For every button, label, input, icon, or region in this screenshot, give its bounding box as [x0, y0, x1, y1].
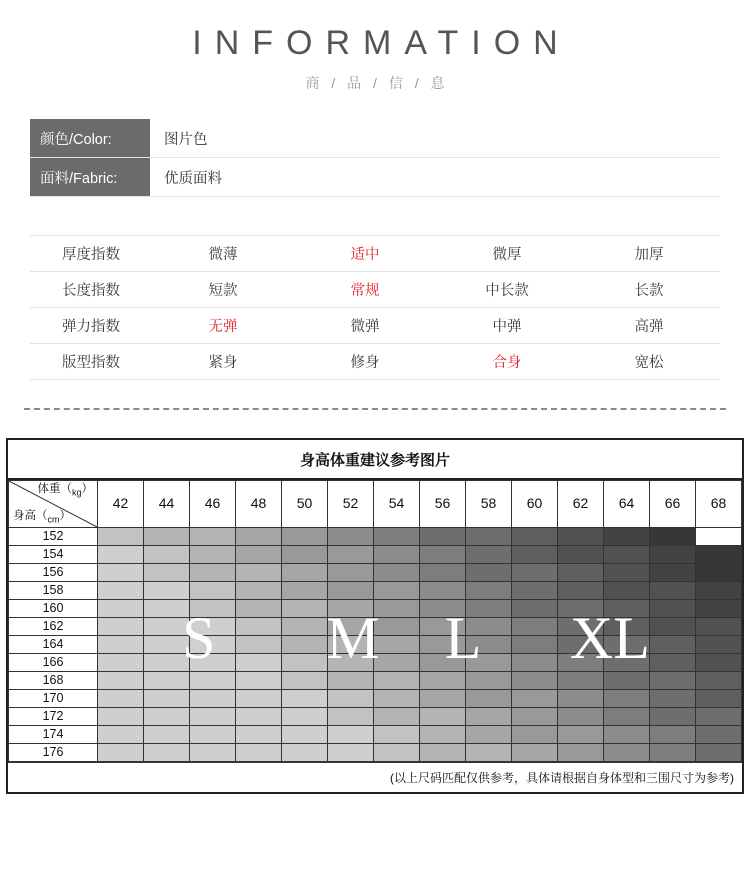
- size-cell: [144, 708, 190, 726]
- size-letter-s: S: [182, 604, 216, 671]
- size-cell: [604, 654, 650, 672]
- index-row-name: 版型指数: [30, 344, 152, 380]
- size-cell: [650, 528, 696, 546]
- index-option: 长款: [578, 272, 720, 308]
- size-chart-note: (以上尺码匹配仅供参考，具体请根据自身体型和三围尺寸为参考): [8, 762, 742, 792]
- size-cell: [512, 690, 558, 708]
- weight-header-cell: 58: [466, 481, 512, 528]
- size-cell: [420, 582, 466, 600]
- index-option: 微弹: [294, 308, 436, 344]
- weight-header-cell: 42: [98, 481, 144, 528]
- table-row: [9, 744, 742, 762]
- size-cell: [696, 708, 742, 726]
- index-option: 合身: [436, 344, 578, 380]
- size-cell: [420, 546, 466, 564]
- size-cell: [98, 654, 144, 672]
- size-cell: [328, 654, 374, 672]
- index-option: 微薄: [152, 236, 294, 272]
- size-cell: [696, 582, 742, 600]
- size-cell: [328, 672, 374, 690]
- size-cell: [466, 546, 512, 564]
- size-letter-m: M: [326, 604, 380, 671]
- index-option: 紧身: [152, 344, 294, 380]
- size-cell: [512, 744, 558, 762]
- spec-label-color: 颜色/Color:: [30, 119, 150, 157]
- size-cell: [650, 636, 696, 654]
- size-cell: [604, 528, 650, 546]
- size-cell: [328, 546, 374, 564]
- size-cell: [512, 528, 558, 546]
- table-row: [9, 708, 742, 726]
- table-row: [30, 236, 720, 272]
- table-row: [9, 672, 742, 690]
- table-row: [9, 636, 742, 654]
- size-cell: [98, 744, 144, 762]
- size-cell: [512, 582, 558, 600]
- size-cell: [328, 528, 374, 546]
- size-cell: [512, 708, 558, 726]
- height-label-cell: 172: [9, 708, 98, 726]
- size-cell: [144, 690, 190, 708]
- size-cell: [696, 744, 742, 762]
- size-cell: [98, 618, 144, 636]
- size-cell: [236, 654, 282, 672]
- size-cell: [144, 726, 190, 744]
- size-cell: [558, 600, 604, 618]
- size-cell: [190, 654, 236, 672]
- size-cell: [696, 636, 742, 654]
- size-cell: [420, 690, 466, 708]
- size-cell: [512, 726, 558, 744]
- table-row: [30, 272, 720, 308]
- size-cell: [282, 582, 328, 600]
- table-row: [9, 690, 742, 708]
- size-cell: [328, 708, 374, 726]
- size-cell: [512, 672, 558, 690]
- weight-header-cell: 60: [512, 481, 558, 528]
- size-cell: [190, 708, 236, 726]
- weight-header-cell: 52: [328, 481, 374, 528]
- size-cell: [696, 690, 742, 708]
- size-cell: [190, 636, 236, 654]
- size-cell: [604, 636, 650, 654]
- size-cell: [466, 744, 512, 762]
- size-cell: [604, 672, 650, 690]
- index-option: 短款: [152, 272, 294, 308]
- size-cell: [236, 546, 282, 564]
- size-cell: [236, 600, 282, 618]
- size-cell: [190, 744, 236, 762]
- table-row: [9, 582, 742, 600]
- size-cell: [282, 636, 328, 654]
- size-cell: [604, 600, 650, 618]
- size-cell: [466, 564, 512, 582]
- index-option: 中长款: [436, 272, 578, 308]
- size-cell: [282, 672, 328, 690]
- size-cell: [558, 546, 604, 564]
- size-cell: [236, 690, 282, 708]
- index-option: 无弹: [152, 308, 294, 344]
- index-option: 修身: [294, 344, 436, 380]
- size-cell: [466, 690, 512, 708]
- size-cell: [604, 708, 650, 726]
- size-cell: [650, 744, 696, 762]
- size-grid-corner: [9, 481, 98, 528]
- size-cell: [144, 582, 190, 600]
- size-cell: [190, 600, 236, 618]
- size-grid-wrapper: [8, 480, 742, 762]
- size-cell: [558, 672, 604, 690]
- index-option: 加厚: [578, 236, 720, 272]
- index-table: [30, 235, 720, 380]
- size-cell: [190, 582, 236, 600]
- weight-header-cell: 56: [420, 481, 466, 528]
- size-cell: [374, 528, 420, 546]
- index-row-name: 长度指数: [30, 272, 152, 308]
- spec-value-fabric: 优质面料: [164, 170, 222, 187]
- weight-header-cell: 66: [650, 481, 696, 528]
- size-cell: [420, 726, 466, 744]
- size-cell: [512, 636, 558, 654]
- size-cell: [98, 528, 144, 546]
- size-cell: [328, 618, 374, 636]
- size-cell: [374, 654, 420, 672]
- size-cell: [466, 708, 512, 726]
- size-cell: [420, 708, 466, 726]
- size-cell: [466, 600, 512, 618]
- size-cell: [98, 726, 144, 744]
- table-row: [30, 308, 720, 344]
- size-cell: [420, 636, 466, 654]
- size-cell: [374, 636, 420, 654]
- size-cell: [512, 600, 558, 618]
- size-cell: [650, 726, 696, 744]
- index-option: 常规: [294, 272, 436, 308]
- size-cell: [604, 690, 650, 708]
- size-cell: [604, 726, 650, 744]
- weight-header-cell: 54: [374, 481, 420, 528]
- size-cell: [236, 726, 282, 744]
- size-cell: [696, 600, 742, 618]
- size-cell: [650, 582, 696, 600]
- size-grid: [8, 480, 742, 762]
- table-row: [9, 546, 742, 564]
- size-letter-xl: XL: [569, 604, 650, 671]
- size-cell: [650, 618, 696, 636]
- corner-weight-label: 体重$(_{kg})$: [37, 483, 93, 498]
- size-cell: [558, 564, 604, 582]
- size-cell: [236, 582, 282, 600]
- size-cell: [144, 528, 190, 546]
- size-cell: [374, 726, 420, 744]
- size-cell: [282, 564, 328, 582]
- index-row-name: 厚度指数: [30, 236, 152, 272]
- size-cell: [374, 600, 420, 618]
- size-cell: [696, 528, 742, 546]
- height-label-cell: 170: [9, 690, 98, 708]
- size-cell: [328, 690, 374, 708]
- spec-row-color: [30, 119, 720, 158]
- table-row: [9, 618, 742, 636]
- size-cell: [144, 672, 190, 690]
- size-cell: [190, 618, 236, 636]
- size-cell: [558, 726, 604, 744]
- information-header: [0, 0, 750, 93]
- size-cell: [420, 528, 466, 546]
- size-cell: [650, 708, 696, 726]
- size-cell: [420, 672, 466, 690]
- size-cell: [604, 564, 650, 582]
- size-cell: [696, 672, 742, 690]
- size-cell: [374, 618, 420, 636]
- height-label-cell: 168: [9, 672, 98, 690]
- size-cell: [696, 654, 742, 672]
- table-row: [9, 654, 742, 672]
- weight-header-cell: 68: [696, 481, 742, 528]
- size-cell: [558, 744, 604, 762]
- size-cell: [558, 618, 604, 636]
- height-label-cell: 156: [9, 564, 98, 582]
- size-cell: [650, 672, 696, 690]
- weight-header-cell: 62: [558, 481, 604, 528]
- size-cell: [604, 618, 650, 636]
- size-cell: [604, 744, 650, 762]
- size-cell: [190, 672, 236, 690]
- size-cell: [650, 600, 696, 618]
- size-grid-header-row: [9, 481, 742, 528]
- size-cell: [144, 636, 190, 654]
- size-cell: [98, 546, 144, 564]
- size-cell: [98, 564, 144, 582]
- size-cell: [328, 744, 374, 762]
- size-chart-title: 身高体重建议参考图片: [8, 440, 742, 480]
- index-option: 中弹: [436, 308, 578, 344]
- size-cell: [512, 564, 558, 582]
- height-label-cell: 162: [9, 618, 98, 636]
- size-cell: [558, 690, 604, 708]
- height-label-cell: 164: [9, 636, 98, 654]
- size-cell: [282, 600, 328, 618]
- spec-label-fabric: 面料/Fabric:: [30, 158, 150, 196]
- table-row: [9, 564, 742, 582]
- size-cell: [420, 564, 466, 582]
- size-cell: [466, 528, 512, 546]
- size-cell: [420, 654, 466, 672]
- weight-header-cell: 46: [190, 481, 236, 528]
- size-cell: [98, 708, 144, 726]
- size-cell: [466, 618, 512, 636]
- size-cell: [558, 528, 604, 546]
- size-cell: [466, 654, 512, 672]
- size-cell: [236, 618, 282, 636]
- table-row: [30, 344, 720, 380]
- weight-header-cell: 50: [282, 481, 328, 528]
- size-cell: [558, 582, 604, 600]
- size-cell: [144, 654, 190, 672]
- size-cell: [650, 564, 696, 582]
- size-cell: [374, 564, 420, 582]
- size-cell: [558, 636, 604, 654]
- size-cell: [420, 744, 466, 762]
- size-cell: [466, 672, 512, 690]
- table-row: [9, 600, 742, 618]
- height-label-cell: 158: [9, 582, 98, 600]
- size-cell: [98, 582, 144, 600]
- size-cell: [236, 744, 282, 762]
- size-cell: [282, 528, 328, 546]
- page-subtitle: 商 / 品 / 信 / 息: [305, 75, 449, 91]
- size-cell: [282, 744, 328, 762]
- index-row-name: 弹力指数: [30, 308, 152, 344]
- size-cell: [236, 636, 282, 654]
- size-cell: [650, 690, 696, 708]
- height-label-cell: 154: [9, 546, 98, 564]
- size-cell: [282, 546, 328, 564]
- size-cell: [98, 672, 144, 690]
- size-cell: [604, 546, 650, 564]
- size-cell: [374, 672, 420, 690]
- size-cell: [696, 564, 742, 582]
- size-cell: [604, 582, 650, 600]
- size-cell: [282, 726, 328, 744]
- size-cell: [466, 636, 512, 654]
- size-cell: [98, 690, 144, 708]
- size-cell: [144, 546, 190, 564]
- size-cell: [282, 654, 328, 672]
- size-cell: [190, 546, 236, 564]
- corner-height-label: 身高$(_{cm})$: [13, 509, 71, 525]
- page-title: INFORMATION: [192, 24, 571, 62]
- size-cell: [236, 528, 282, 546]
- size-cell: [374, 690, 420, 708]
- size-cell: [98, 600, 144, 618]
- index-option: 宽松: [578, 344, 720, 380]
- size-cell: [374, 744, 420, 762]
- size-cell: [144, 564, 190, 582]
- height-label-cell: 176: [9, 744, 98, 762]
- size-cell: [144, 744, 190, 762]
- size-cell: [558, 654, 604, 672]
- size-cell: [650, 654, 696, 672]
- size-cell: [512, 654, 558, 672]
- index-option: 微厚: [436, 236, 578, 272]
- size-cell: [374, 708, 420, 726]
- size-cell: [512, 546, 558, 564]
- size-cell: [420, 600, 466, 618]
- size-cell: [328, 564, 374, 582]
- size-cell: [144, 600, 190, 618]
- size-cell: [98, 636, 144, 654]
- table-row: [9, 528, 742, 546]
- index-option: 高弹: [578, 308, 720, 344]
- size-cell: [282, 690, 328, 708]
- size-cell: [328, 582, 374, 600]
- weight-header-cell: 44: [144, 481, 190, 528]
- size-cell: [374, 582, 420, 600]
- size-cell: [236, 708, 282, 726]
- size-cell: [190, 564, 236, 582]
- size-cell: [420, 618, 466, 636]
- size-cell: [282, 618, 328, 636]
- size-cell: [190, 726, 236, 744]
- size-cell: [236, 564, 282, 582]
- height-label-cell: 166: [9, 654, 98, 672]
- size-cell: [374, 546, 420, 564]
- size-cell: [144, 618, 190, 636]
- size-cell: [328, 600, 374, 618]
- weight-header-cell: 48: [236, 481, 282, 528]
- size-cell: [282, 708, 328, 726]
- size-cell: [328, 636, 374, 654]
- table-row: [9, 726, 742, 744]
- size-cell: [466, 582, 512, 600]
- spec-value-color: 图片色: [164, 131, 208, 148]
- size-chart: [6, 438, 744, 794]
- size-cell: [512, 618, 558, 636]
- spec-list: [30, 119, 720, 197]
- size-letter-l: L: [444, 604, 482, 671]
- size-cell: [466, 726, 512, 744]
- size-cell: [696, 726, 742, 744]
- size-cell: [236, 672, 282, 690]
- dashed-divider: [24, 408, 726, 410]
- size-cell: [190, 690, 236, 708]
- size-cell: [696, 546, 742, 564]
- height-label-cell: 174: [9, 726, 98, 744]
- height-label-cell: 152: [9, 528, 98, 546]
- size-cell: [328, 726, 374, 744]
- size-cell: [650, 546, 696, 564]
- height-label-cell: 160: [9, 600, 98, 618]
- weight-header-cell: 64: [604, 481, 650, 528]
- spec-row-fabric: [30, 158, 720, 197]
- size-cell: [696, 618, 742, 636]
- index-option: 适中: [294, 236, 436, 272]
- size-cell: [190, 528, 236, 546]
- size-cell: [558, 708, 604, 726]
